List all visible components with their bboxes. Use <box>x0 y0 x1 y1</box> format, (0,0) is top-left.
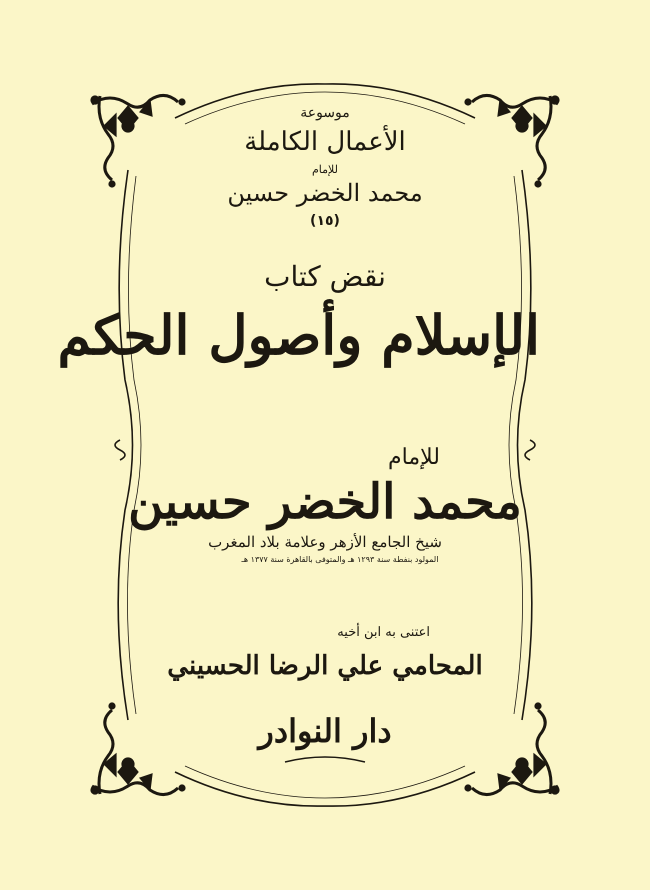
volume-number: (١٥) <box>310 213 340 229</box>
by-imam-label: للإمام <box>388 445 440 470</box>
cared-by-label: اعتنى به ابن أخيه <box>337 625 430 640</box>
series-title: الأعمال الكاملة <box>244 127 406 157</box>
author-name: محمد الخضر حسين <box>128 474 522 530</box>
series-author: محمد الخضر حسين <box>227 179 423 207</box>
book-title: الإسلام وأصول الحكم <box>57 303 540 367</box>
series-imam-label: للإمام <box>312 163 338 176</box>
frame-right-line <box>518 170 532 720</box>
series-label: موسوعة <box>300 105 350 121</box>
publisher-name: دار النوادر <box>258 712 392 750</box>
frame-left-line <box>118 170 132 720</box>
publisher-flourish <box>285 757 365 762</box>
author-description: شيخ الجامع الأزهر وعلامة بلاد المغرب <box>208 533 442 551</box>
title-prefix: نقض كتاب <box>264 260 386 293</box>
frame-bottom-line <box>175 772 475 806</box>
author-dates: المولود بنفطة سنة ١٢٩٣ هـ والمتوفى بالقاهرة سنة ١٣٧٧ هـ <box>241 555 439 564</box>
editor-name: المحامي علي الرضا الحسيني <box>167 651 483 681</box>
